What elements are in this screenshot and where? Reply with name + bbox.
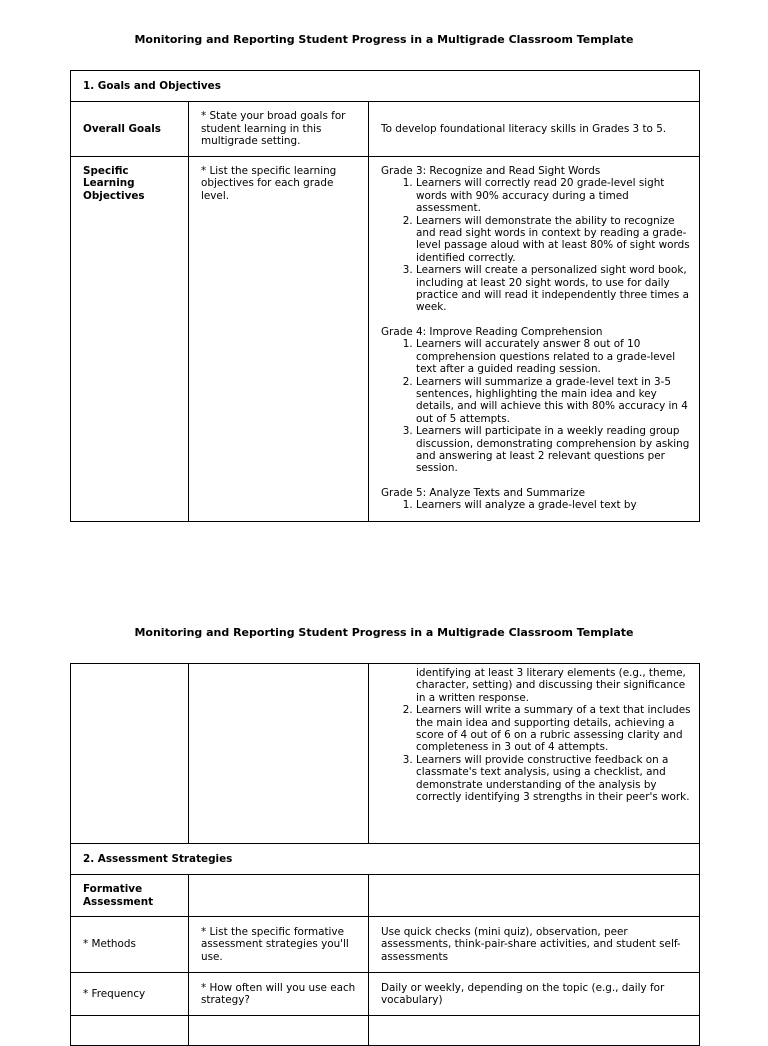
overall-goals-prompt: * State your broad goals for student learning in this multigrade setting. [189, 102, 369, 157]
methods-answer: Use quick checks (mini quiz), observation, peer assessments, think-pair-share activities, and student self-assessments [369, 917, 700, 973]
continued-objectives [369, 664, 700, 844]
methods-prompt: * List the specific formative assessment strategies you'll use. [189, 917, 369, 973]
empty-cell [369, 875, 700, 917]
list-item: 1. Learners will accurately answer 8 out of 10 comprehension questions related to a grade-level text after a guided reading session. [416, 338, 691, 375]
list-item: identifying at least 3 literary elements (e.g., theme, character, setting) and discussing their significance in a written response. [416, 667, 686, 704]
grade3-heading: Grade 3: Recognize and Read Sight Words [381, 165, 601, 177]
specific-objectives-answer [369, 157, 700, 522]
methods-label: * Methods [71, 917, 189, 973]
frequency-label: * Frequency [71, 973, 189, 1016]
grade4-list [381, 338, 691, 474]
list-item: 2. Learners will write a summary of a text that includes the main idea and supporting details, achieving a score of 4 out of 6 on a rubric assessing clarity and completeness in 3 out of 4 attempts. [416, 704, 691, 754]
list-item: 1. Learners will correctly read 20 grade-level sight words with 90% accuracy during a timed assessment. [416, 177, 691, 214]
empty-cell [189, 1016, 369, 1046]
empty-cell [189, 664, 369, 844]
assessment-table [70, 663, 700, 1046]
section-heading-goals: 1. Goals and Objectives [71, 71, 700, 102]
grade5-heading: Grade 5: Analyze Texts and Summarize [381, 486, 586, 499]
list-item: 2. Learners will demonstrate the ability to recognize and read sight words in context by reading a grade-level passage aloud with at least 80% of sight words identified correctly. [416, 215, 691, 265]
grade4-heading: Grade 4: Improve Reading Comprehension [381, 325, 603, 338]
page-title-2: Monitoring and Reporting Student Progress in a Multigrade Classroom Template [134, 626, 634, 639]
formative-assessment-label: Formative Assessment [71, 875, 189, 917]
specific-objectives-prompt: * List the specific learning objectives for each grade level. [189, 157, 369, 522]
empty-cell [71, 664, 189, 844]
list-item: 2. Learners will summarize a grade-level text in 3-5 sentences, highlighting the main idea and key details, and will achieve this with 80% accuracy in 4 out of 5 attempts. [416, 376, 691, 426]
list-item: 3. Learners will participate in a weekly reading group discussion, demonstrating comprehension by asking and answering at least 2 relevant questions per session. [416, 425, 691, 475]
overall-goals-answer: To develop foundational literacy skills in Grades 3 to 5. [369, 102, 700, 157]
page-title: Monitoring and Reporting Student Progress in a Multigrade Classroom Template [134, 33, 634, 46]
empty-cell [71, 1016, 189, 1046]
specific-objectives-label: Specific Learning Objectives [71, 157, 189, 522]
list-item: 3. Learners will create a personalized sight word book, including at least 20 sight words, to use for daily practice and will read it independently three times a week. [416, 264, 691, 314]
frequency-prompt: * How often will you use each strategy? [189, 973, 369, 1016]
grade3-list [381, 177, 691, 313]
frequency-answer: Daily or weekly, depending on the topic (e.g., daily for vocabulary) [369, 973, 700, 1016]
empty-cell [189, 875, 369, 917]
empty-cell [369, 1016, 700, 1046]
overall-goals-label: Overall Goals [71, 102, 189, 157]
list-item: 3. Learners will provide constructive feedback on a classmate's text analysis, using a checklist, and demonstrate understanding of the analysis by correctly identifying 3 strengths in their peer's work. [416, 754, 691, 804]
list-item: 1. Learners will analyze a grade-level text by [416, 499, 691, 511]
goals-objectives-table [70, 70, 700, 522]
section-heading-assessment: 2. Assessment Strategies [71, 844, 700, 875]
grade5-list-continued [381, 667, 691, 803]
grade5-list [381, 499, 691, 511]
